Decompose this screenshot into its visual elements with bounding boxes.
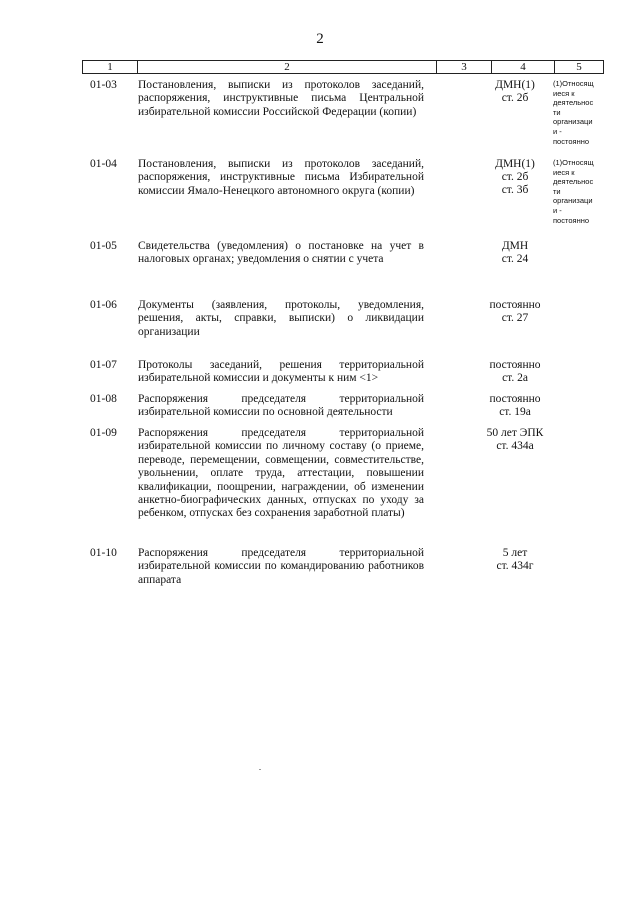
- header-col-3: 3: [437, 61, 492, 73]
- row-code: 01-08: [90, 393, 117, 405]
- row-note: (1)Относящ иеся к деятельнос ти организаци и - постоянно: [553, 79, 594, 146]
- row-description: Протоколы заседаний, решения территориальной избирательной комиссии и документы к ним <1>: [138, 359, 424, 385]
- row-code: 01-06: [90, 299, 117, 311]
- table-header: [82, 60, 604, 74]
- row-code: 01-10: [90, 547, 117, 559]
- row-description: Распоряжения председателя территориальной избирательной комиссии по основной деятельности: [138, 393, 424, 419]
- row-note: (1)Относящ иеся к деятельнос ти организаци и - постоянно: [553, 158, 594, 225]
- row-storage-term: ДМН(1) ст. 2б ст. 3б: [495, 158, 535, 196]
- row-code: 01-05: [90, 240, 117, 252]
- row-description: Постановления, выписки из протоколов заседаний, распоряжения, инструктивные письма Избирательной комиссии Ямало-Ненецкого автономного округа (копии): [138, 158, 424, 197]
- scan-speck: [259, 769, 261, 770]
- row-description: Документы (заявления, протоколы, уведомления, решения, акты, справки, выписки) о ликвидации организации: [138, 299, 424, 338]
- row-storage-term: 50 лет ЭПК ст. 434а: [486, 427, 544, 452]
- row-description: Распоряжения председателя территориальной избирательной комиссии по личному составу (о приеме, переводе, перемещении, совмещении, совместительстве, увольнении, оплате труда, аттестации, повышении квалификации, поощрении, награждении, об изменении анкетно-биографических данных, отпусках по уходу за ребенком, отпусках без сохранения заработной платы): [138, 427, 424, 520]
- row-storage-term: 5 лет ст. 434г: [496, 547, 534, 572]
- row-code: 01-09: [90, 427, 117, 439]
- row-storage-term: постоянно ст. 2а: [489, 359, 541, 384]
- row-storage-term: постоянно ст. 27: [489, 299, 541, 324]
- header-col-5: 5: [576, 61, 582, 73]
- page-number: 2: [316, 31, 324, 47]
- row-description: Распоряжения председателя территориальной избирательной комиссии по командированию работников аппарата: [138, 547, 424, 586]
- row-code: 01-03: [90, 79, 117, 91]
- row-code: 01-07: [90, 359, 117, 371]
- row-description: Постановления, выписки из протоколов заседаний, распоряжения, инструктивные письма Центральной избирательной комиссии Российской Федерации (копии): [138, 79, 424, 118]
- row-storage-term: постоянно ст. 19а: [489, 393, 541, 418]
- header-col-4: 4: [492, 61, 555, 73]
- header-col-2: 2: [138, 61, 437, 73]
- header-col-1: 1: [83, 61, 138, 73]
- row-storage-term: ДМН ст. 24: [501, 240, 529, 265]
- row-storage-term: ДМН(1) ст. 2б: [495, 79, 535, 104]
- row-description: Свидетельства (уведомления) о постановке на учет в налоговых органах; уведомления о снятии с учета: [138, 240, 424, 266]
- row-code: 01-04: [90, 158, 117, 170]
